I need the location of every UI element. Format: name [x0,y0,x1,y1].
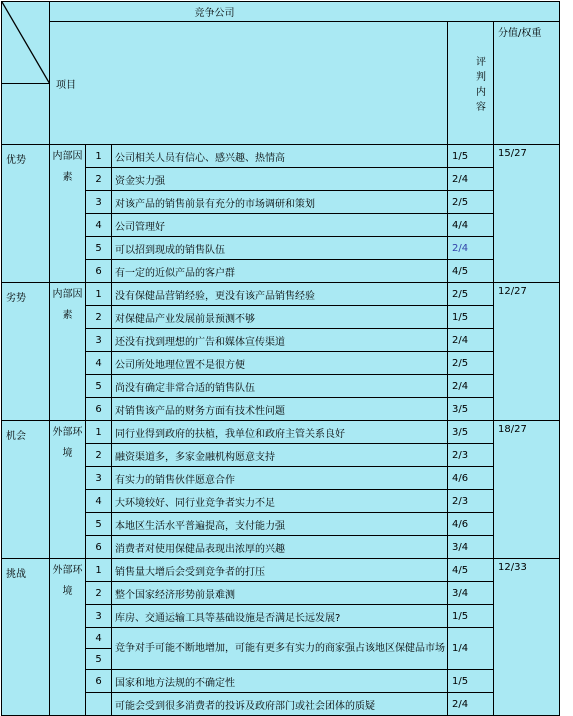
table-row [2,352,560,375]
table-row [2,214,560,237]
criterion-text: 资金实力强 [112,168,448,191]
criterion-text: 消费者对使用保健品表现出浓厚的兴趣 [112,536,448,559]
factor-label: 外部环境 [50,559,86,716]
score-value: 2/4 [448,375,494,398]
table-row [2,582,560,605]
row-number [86,693,112,716]
criterion-text: 同行业得到政府的扶植，我单位和政府主管关系良好 [112,421,448,444]
table-row [2,670,560,693]
row-number: 4 [86,352,112,375]
criterion-text: 可能会受到很多消费者的投诉及政府部门或社会团体的质疑 [112,693,448,716]
row-number: 3 [86,467,112,490]
score-value: 1/4 [448,628,494,670]
criterion-text: 本地区生活水平普遍提高，支付能力强 [112,513,448,536]
table-row [2,375,560,398]
criterion-text: 还没有找到理想的广告和媒体宣传渠道 [112,329,448,352]
row-number: 4 [86,214,112,237]
table-row [2,444,560,467]
score-value: 2/5 [448,191,494,214]
criterion-text: 竞争对手可能不断地增加，可能有更多有实力的商家强占该地区保健品市场 [112,628,448,670]
diagonal-header-cell [2,2,50,84]
table-row [2,260,560,283]
criterion-text: 有实力的销售伙伴愿意合作 [112,467,448,490]
criterion-text: 对销售该产品的财务方面有技术性问题 [112,398,448,421]
category-label: 机会 [2,421,50,559]
score-value: 2/4 [448,693,494,716]
score-value: 2/3 [448,490,494,513]
table-row [2,467,560,490]
criterion-text: 大环境较好、同行业竞争者实力不足 [112,490,448,513]
row-number: 1 [86,145,112,168]
row-number: 3 [86,191,112,214]
criterion-text: 没有保健品营销经验，更没有该产品销售经验 [112,283,448,306]
table-row [2,536,560,559]
total-score: 15/27 [494,145,560,283]
score-value: 2/5 [448,283,494,306]
header-score: 分值/权重 [494,22,560,145]
criterion-text: 对该产品的销售前景有充分的市场调研和策划 [112,191,448,214]
factor-label: 外部环境 [50,421,86,559]
score-value: 2/5 [448,352,494,375]
score-value: 2/4 [448,329,494,352]
criterion-text: 可以招到现成的销售队伍 [112,237,448,260]
table-row [2,559,560,582]
row-number: 2 [86,168,112,191]
score-value: 3/5 [448,421,494,444]
table-row [2,421,560,444]
row-number: 5 [86,649,112,670]
score-value: 4/4 [448,214,494,237]
criterion-text: 公司所处地理位置不是很方便 [112,352,448,375]
criterion-text: 有一定的近似产品的客户群 [112,260,448,283]
table-row [2,513,560,536]
table-row [2,145,560,168]
row-number: 6 [86,536,112,559]
criterion-text: 公司相关人员有信心、感兴趣、热情高 [112,145,448,168]
score-value: 1/5 [448,670,494,693]
row-number: 1 [86,283,112,306]
score-value: 1/5 [448,605,494,628]
score-value: 4/5 [448,260,494,283]
row-number: 1 [86,421,112,444]
table-row [2,398,560,421]
row-number: 2 [86,582,112,605]
table-row [2,168,560,191]
criterion-text: 库房、交通运输工具等基础设施是否满足长远发展? [112,605,448,628]
row-number: 1 [86,559,112,582]
table-row [2,605,560,628]
row-number: 6 [86,398,112,421]
score-value: 2/4 [448,237,494,260]
category-label: 劣势 [2,283,50,421]
score-value: 4/6 [448,467,494,490]
header-company: 竞争公司 [50,2,560,22]
category-label: 挑战 [2,559,50,716]
row-number: 4 [86,628,112,649]
score-value: 2/4 [448,168,494,191]
factor-label: 内部因素 [50,145,86,283]
diagonal-line-icon [2,2,49,83]
score-value: 1/5 [448,306,494,329]
row-number: 5 [86,375,112,398]
criterion-text: 国家和地方法规的不确定性 [112,670,448,693]
table-row [2,490,560,513]
criterion-text: 融资渠道多，多家金融机构愿意支持 [112,444,448,467]
table-row [2,693,560,716]
row-number: 5 [86,237,112,260]
row-number: 5 [86,513,112,536]
header-content: 评判内容 [448,22,494,145]
header-filler [2,83,50,145]
row-number: 2 [86,306,112,329]
table-row [2,329,560,352]
table-row [2,191,560,214]
row-number: 4 [86,490,112,513]
header-item: 项目 [50,22,448,145]
criterion-text: 对保健品产业发展前景预测不够 [112,306,448,329]
score-value: 3/4 [448,582,494,605]
score-value: 3/4 [448,536,494,559]
row-number: 2 [86,444,112,467]
score-value: 4/6 [448,513,494,536]
row-number: 6 [86,670,112,693]
row-number: 3 [86,329,112,352]
competitor-evaluation-table [1,1,560,716]
row-number: 6 [86,260,112,283]
criterion-text: 整个国家经济形势前景难测 [112,582,448,605]
score-value: 2/3 [448,444,494,467]
table-row [2,306,560,329]
category-label: 优势 [2,145,50,283]
total-score: 12/27 [494,283,560,421]
score-value: 3/5 [448,398,494,421]
table-row [2,628,560,649]
score-value: 1/5 [448,145,494,168]
row-number: 3 [86,605,112,628]
table-row [2,237,560,260]
criterion-text: 尚没有确定非常合适的销售队伍 [112,375,448,398]
total-score: 12/33 [494,559,560,716]
factor-label: 内部因素 [50,283,86,421]
table-row [2,283,560,306]
criterion-text: 销售量大增后会受到竞争者的打压 [112,559,448,582]
total-score: 18/27 [494,421,560,559]
score-value: 4/5 [448,559,494,582]
criterion-text: 公司管理好 [112,214,448,237]
